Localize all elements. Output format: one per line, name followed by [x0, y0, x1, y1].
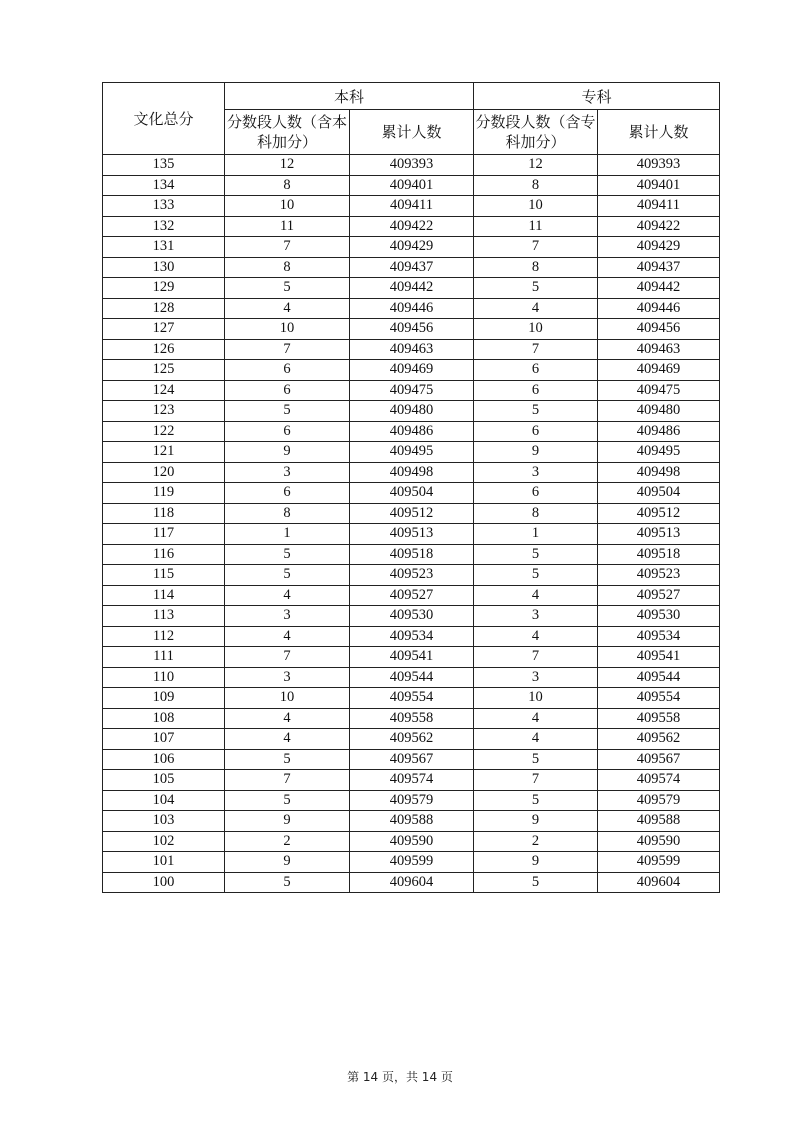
- score-cell: 127: [103, 319, 225, 340]
- score-distribution-table: [102, 82, 720, 893]
- undergrad-count-cell: 4: [225, 708, 350, 729]
- score-cell: 130: [103, 257, 225, 278]
- undergrad-count-cell: 4: [225, 298, 350, 319]
- undergrad-count-cell: 6: [225, 421, 350, 442]
- vocational-count-cell: 10: [474, 196, 598, 217]
- score-cell: 101: [103, 852, 225, 873]
- table-row: [103, 401, 720, 422]
- score-cell: 134: [103, 175, 225, 196]
- undergrad-count-cell: 10: [225, 688, 350, 709]
- vocational-cumulative-cell: 409422: [598, 216, 720, 237]
- score-cell: 129: [103, 278, 225, 299]
- undergrad-count-cell: 2: [225, 831, 350, 852]
- score-cell: 128: [103, 298, 225, 319]
- table-row: [103, 544, 720, 565]
- score-cell: 115: [103, 565, 225, 586]
- vocational-count-cell: 4: [474, 585, 598, 606]
- table-row: [103, 196, 720, 217]
- vocational-cumulative-cell: 409523: [598, 565, 720, 586]
- vocational-cumulative-cell: 409504: [598, 483, 720, 504]
- table-row: [103, 360, 720, 381]
- score-cell: 111: [103, 647, 225, 668]
- table-row: [103, 237, 720, 258]
- vocational-count-cell: 9: [474, 852, 598, 873]
- undergrad-count-cell: 5: [225, 544, 350, 565]
- score-cell: 108: [103, 708, 225, 729]
- score-cell: 102: [103, 831, 225, 852]
- score-cell: 123: [103, 401, 225, 422]
- vocational-cumulative-cell: 409567: [598, 749, 720, 770]
- undergrad-cumulative-cell: 409422: [350, 216, 474, 237]
- vocational-count-cell: 9: [474, 811, 598, 832]
- undergrad-count-cell: 3: [225, 462, 350, 483]
- undergrad-cumulative-cell: 409541: [350, 647, 474, 668]
- score-cell: 106: [103, 749, 225, 770]
- vocational-count-cell: 7: [474, 339, 598, 360]
- vocational-count-cell: 8: [474, 503, 598, 524]
- vocational-cumulative-cell: 409530: [598, 606, 720, 627]
- undergrad-cumulative-cell: 409504: [350, 483, 474, 504]
- table-row: [103, 585, 720, 606]
- header-vocational-cumulative: 累计人数: [598, 110, 720, 155]
- vocational-count-cell: 7: [474, 647, 598, 668]
- score-cell: 114: [103, 585, 225, 606]
- undergrad-count-cell: 8: [225, 175, 350, 196]
- table-row: [103, 503, 720, 524]
- vocational-count-cell: 6: [474, 421, 598, 442]
- table-row: [103, 872, 720, 893]
- vocational-count-cell: 10: [474, 319, 598, 340]
- undergrad-cumulative-cell: 409437: [350, 257, 474, 278]
- undergrad-count-cell: 6: [225, 360, 350, 381]
- score-cell: 118: [103, 503, 225, 524]
- undergrad-cumulative-cell: 409523: [350, 565, 474, 586]
- vocational-cumulative-cell: 409579: [598, 790, 720, 811]
- undergrad-count-cell: 5: [225, 401, 350, 422]
- score-cell: 117: [103, 524, 225, 545]
- undergrad-cumulative-cell: 409411: [350, 196, 474, 217]
- vocational-cumulative-cell: 409512: [598, 503, 720, 524]
- undergrad-cumulative-cell: 409530: [350, 606, 474, 627]
- vocational-cumulative-cell: 409527: [598, 585, 720, 606]
- score-cell: 112: [103, 626, 225, 647]
- undergrad-cumulative-cell: 409469: [350, 360, 474, 381]
- table-row: [103, 790, 720, 811]
- vocational-count-cell: 10: [474, 688, 598, 709]
- vocational-count-cell: 8: [474, 257, 598, 278]
- table-row: [103, 216, 720, 237]
- undergrad-count-cell: 3: [225, 667, 350, 688]
- vocational-cumulative-cell: 409599: [598, 852, 720, 873]
- undergrad-count-cell: 10: [225, 319, 350, 340]
- undergrad-cumulative-cell: 409446: [350, 298, 474, 319]
- vocational-count-cell: 4: [474, 729, 598, 750]
- vocational-count-cell: 4: [474, 298, 598, 319]
- table-row: [103, 462, 720, 483]
- vocational-cumulative-cell: 409442: [598, 278, 720, 299]
- vocational-cumulative-cell: 409588: [598, 811, 720, 832]
- vocational-cumulative-cell: 409469: [598, 360, 720, 381]
- undergrad-cumulative-cell: 409401: [350, 175, 474, 196]
- table-row: [103, 831, 720, 852]
- vocational-count-cell: 7: [474, 237, 598, 258]
- score-cell: 109: [103, 688, 225, 709]
- undergrad-cumulative-cell: 409558: [350, 708, 474, 729]
- table-header: [103, 83, 720, 155]
- undergrad-count-cell: 7: [225, 237, 350, 258]
- vocational-count-cell: 4: [474, 626, 598, 647]
- score-cell: 122: [103, 421, 225, 442]
- table-row: [103, 749, 720, 770]
- score-cell: 121: [103, 442, 225, 463]
- table-row: [103, 257, 720, 278]
- undergrad-cumulative-cell: 409393: [350, 155, 474, 176]
- score-cell: 116: [103, 544, 225, 565]
- table-row: [103, 339, 720, 360]
- score-cell: 125: [103, 360, 225, 381]
- table-row: [103, 155, 720, 176]
- undergrad-cumulative-cell: 409574: [350, 770, 474, 791]
- undergrad-cumulative-cell: 409604: [350, 872, 474, 893]
- vocational-count-cell: 12: [474, 155, 598, 176]
- undergrad-count-cell: 1: [225, 524, 350, 545]
- vocational-cumulative-cell: 409534: [598, 626, 720, 647]
- vocational-count-cell: 5: [474, 872, 598, 893]
- score-cell: 107: [103, 729, 225, 750]
- score-cell: 100: [103, 872, 225, 893]
- vocational-cumulative-cell: 409456: [598, 319, 720, 340]
- vocational-cumulative-cell: 409401: [598, 175, 720, 196]
- vocational-count-cell: 2: [474, 831, 598, 852]
- table-row: [103, 319, 720, 340]
- table-row: [103, 565, 720, 586]
- vocational-cumulative-cell: 409495: [598, 442, 720, 463]
- undergrad-cumulative-cell: 409512: [350, 503, 474, 524]
- vocational-cumulative-cell: 409518: [598, 544, 720, 565]
- vocational-cumulative-cell: 409411: [598, 196, 720, 217]
- vocational-count-cell: 5: [474, 790, 598, 811]
- score-cell: 132: [103, 216, 225, 237]
- vocational-count-cell: 11: [474, 216, 598, 237]
- undergrad-cumulative-cell: 409513: [350, 524, 474, 545]
- undergrad-count-cell: 9: [225, 811, 350, 832]
- vocational-cumulative-cell: 409498: [598, 462, 720, 483]
- table-row: [103, 811, 720, 832]
- table-row: [103, 626, 720, 647]
- undergrad-cumulative-cell: 409534: [350, 626, 474, 647]
- vocational-count-cell: 3: [474, 462, 598, 483]
- vocational-cumulative-cell: 409554: [598, 688, 720, 709]
- undergrad-cumulative-cell: 409527: [350, 585, 474, 606]
- vocational-count-cell: 1: [474, 524, 598, 545]
- undergrad-cumulative-cell: 409475: [350, 380, 474, 401]
- vocational-count-cell: 6: [474, 380, 598, 401]
- vocational-cumulative-cell: 409590: [598, 831, 720, 852]
- vocational-count-cell: 5: [474, 544, 598, 565]
- score-cell: 119: [103, 483, 225, 504]
- vocational-cumulative-cell: 409604: [598, 872, 720, 893]
- vocational-count-cell: 5: [474, 278, 598, 299]
- table-row: [103, 688, 720, 709]
- score-cell: 131: [103, 237, 225, 258]
- undergrad-count-cell: 9: [225, 442, 350, 463]
- vocational-cumulative-cell: 409558: [598, 708, 720, 729]
- vocational-count-cell: 7: [474, 770, 598, 791]
- vocational-cumulative-cell: 409463: [598, 339, 720, 360]
- vocational-cumulative-cell: 409480: [598, 401, 720, 422]
- undergrad-cumulative-cell: 409456: [350, 319, 474, 340]
- page-number-footer: 第 14 页，共 14 页: [347, 1070, 453, 1084]
- table-row: [103, 175, 720, 196]
- undergrad-count-cell: 8: [225, 503, 350, 524]
- header-undergrad-count: 分数段人数（含本科加分）: [225, 110, 350, 155]
- undergrad-cumulative-cell: 409562: [350, 729, 474, 750]
- undergrad-count-cell: 7: [225, 339, 350, 360]
- vocational-cumulative-cell: 409562: [598, 729, 720, 750]
- vocational-count-cell: 3: [474, 606, 598, 627]
- undergrad-cumulative-cell: 409442: [350, 278, 474, 299]
- undergrad-cumulative-cell: 409579: [350, 790, 474, 811]
- vocational-cumulative-cell: 409541: [598, 647, 720, 668]
- score-cell: 104: [103, 790, 225, 811]
- undergrad-count-cell: 3: [225, 606, 350, 627]
- undergrad-cumulative-cell: 409567: [350, 749, 474, 770]
- vocational-cumulative-cell: 409446: [598, 298, 720, 319]
- vocational-cumulative-cell: 409429: [598, 237, 720, 258]
- table-row: [103, 729, 720, 750]
- vocational-count-cell: 3: [474, 667, 598, 688]
- header-undergrad: 本科: [225, 83, 474, 110]
- undergrad-count-cell: 4: [225, 585, 350, 606]
- vocational-count-cell: 5: [474, 565, 598, 586]
- vocational-cumulative-cell: 409475: [598, 380, 720, 401]
- undergrad-count-cell: 6: [225, 483, 350, 504]
- undergrad-cumulative-cell: 409590: [350, 831, 474, 852]
- undergrad-count-cell: 5: [225, 872, 350, 893]
- undergrad-count-cell: 5: [225, 749, 350, 770]
- undergrad-count-cell: 5: [225, 278, 350, 299]
- header-vocational: 专科: [474, 83, 720, 110]
- undergrad-cumulative-cell: 409495: [350, 442, 474, 463]
- vocational-count-cell: 9: [474, 442, 598, 463]
- table-row: [103, 278, 720, 299]
- undergrad-cumulative-cell: 409518: [350, 544, 474, 565]
- undergrad-count-cell: 12: [225, 155, 350, 176]
- header-score: 文化总分: [103, 83, 225, 155]
- table-row: [103, 852, 720, 873]
- vocational-cumulative-cell: 409437: [598, 257, 720, 278]
- score-cell: 113: [103, 606, 225, 627]
- undergrad-count-cell: 11: [225, 216, 350, 237]
- table-row: [103, 380, 720, 401]
- table-row: [103, 708, 720, 729]
- vocational-cumulative-cell: 409574: [598, 770, 720, 791]
- undergrad-count-cell: 8: [225, 257, 350, 278]
- undergrad-cumulative-cell: 409544: [350, 667, 474, 688]
- undergrad-count-cell: 4: [225, 729, 350, 750]
- undergrad-cumulative-cell: 409498: [350, 462, 474, 483]
- table-row: [103, 442, 720, 463]
- vocational-cumulative-cell: 409544: [598, 667, 720, 688]
- vocational-count-cell: 6: [474, 483, 598, 504]
- undergrad-cumulative-cell: 409463: [350, 339, 474, 360]
- undergrad-count-cell: 5: [225, 790, 350, 811]
- table-row: [103, 647, 720, 668]
- vocational-count-cell: 8: [474, 175, 598, 196]
- undergrad-cumulative-cell: 409480: [350, 401, 474, 422]
- undergrad-count-cell: 7: [225, 770, 350, 791]
- undergrad-cumulative-cell: 409554: [350, 688, 474, 709]
- undergrad-cumulative-cell: 409429: [350, 237, 474, 258]
- vocational-count-cell: 5: [474, 401, 598, 422]
- vocational-count-cell: 4: [474, 708, 598, 729]
- table-row: [103, 421, 720, 442]
- undergrad-count-cell: 4: [225, 626, 350, 647]
- score-cell: 120: [103, 462, 225, 483]
- table-row: [103, 606, 720, 627]
- vocational-cumulative-cell: 409393: [598, 155, 720, 176]
- undergrad-cumulative-cell: 409599: [350, 852, 474, 873]
- vocational-count-cell: 5: [474, 749, 598, 770]
- score-cell: 135: [103, 155, 225, 176]
- undergrad-count-cell: 10: [225, 196, 350, 217]
- undergrad-cumulative-cell: 409486: [350, 421, 474, 442]
- header-undergrad-cumulative: 累计人数: [350, 110, 474, 155]
- score-cell: 133: [103, 196, 225, 217]
- score-cell: 110: [103, 667, 225, 688]
- table-body: [103, 155, 720, 893]
- undergrad-count-cell: 7: [225, 647, 350, 668]
- score-cell: 124: [103, 380, 225, 401]
- header-vocational-count: 分数段人数（含专科加分）: [474, 110, 598, 155]
- vocational-count-cell: 6: [474, 360, 598, 381]
- undergrad-cumulative-cell: 409588: [350, 811, 474, 832]
- table-row: [103, 298, 720, 319]
- vocational-cumulative-cell: 409486: [598, 421, 720, 442]
- table-row: [103, 667, 720, 688]
- table-row: [103, 524, 720, 545]
- score-cell: 126: [103, 339, 225, 360]
- undergrad-count-cell: 6: [225, 380, 350, 401]
- table-row: [103, 483, 720, 504]
- score-cell: 103: [103, 811, 225, 832]
- vocational-cumulative-cell: 409513: [598, 524, 720, 545]
- table-row: [103, 770, 720, 791]
- undergrad-count-cell: 9: [225, 852, 350, 873]
- undergrad-count-cell: 5: [225, 565, 350, 586]
- score-cell: 105: [103, 770, 225, 791]
